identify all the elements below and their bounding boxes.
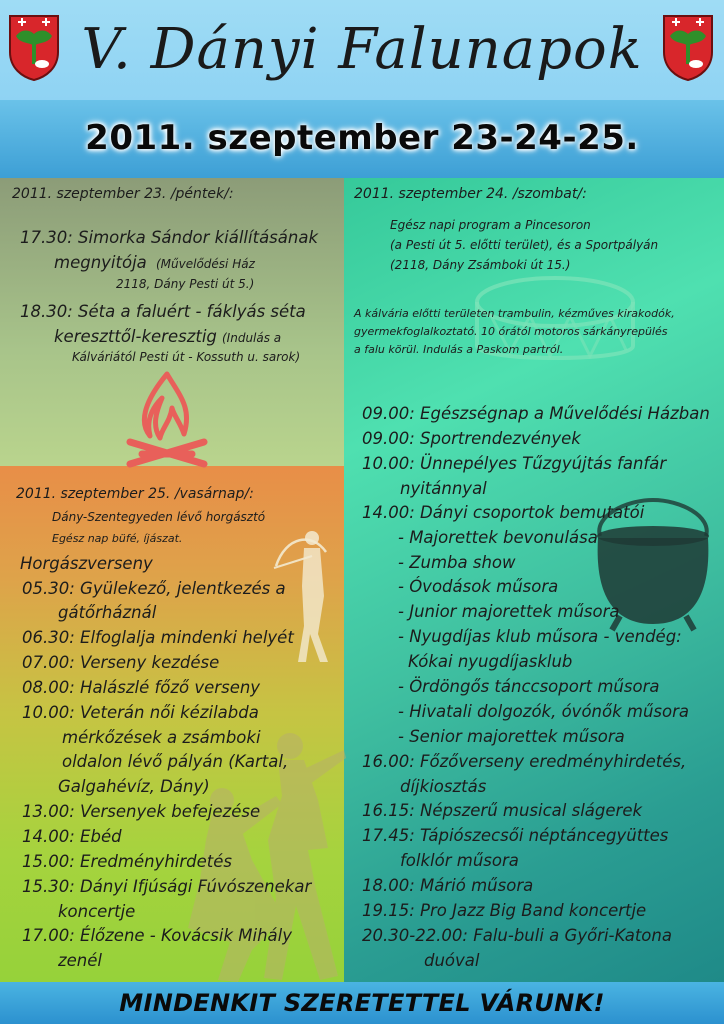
saturday-program-line: - Zumba show <box>398 553 516 572</box>
saturday-program-line: 09.00: Egészségnap a Művelődési Házban <box>362 404 710 423</box>
sunday-program-line: koncertje <box>58 902 136 921</box>
friday-event-note: (Művelődési Ház <box>156 257 255 271</box>
saturday-intro-line: (2118, Dány Zsámboki út 15.) <box>390 258 571 272</box>
sunday-program-line: 13.00: Versenyek befejezése <box>22 802 261 821</box>
sunday-program-line: Horgászverseny <box>20 554 153 573</box>
sunday-program-line: 07.00: Verseny kezdése <box>22 653 220 672</box>
saturday-program-line: - Ördöngős tánccsoport műsora <box>398 677 660 696</box>
friday-heading: 2011. szeptember 23. /péntek/: <box>12 186 234 202</box>
sunday-program-line: 10.00: Veterán női kézilabda <box>22 703 259 722</box>
page-title: V. Dányi Falunapok <box>81 17 643 82</box>
saturday-program-line: nyitánnyal <box>400 479 487 498</box>
saturday-program-line: 09.00: Sportrendezvények <box>362 429 581 448</box>
sunday-program-line: Galgahévíz, Dány) <box>58 777 210 796</box>
sunday-program-line: 17.00: Élőzene - Kovácsik Mihály <box>22 926 293 945</box>
sunday-intro-line: Egész nap büfé, íjászat. <box>52 532 183 545</box>
saturday-intro-line: Egész napi program a Pincesoron <box>390 218 591 232</box>
friday-event-line: megnyitója <box>54 253 147 272</box>
sunday-program-line: 06.30: Elfoglalja mindenki helyét <box>22 628 294 647</box>
saturday-heading: 2011. szeptember 24. /szombat/: <box>354 186 587 202</box>
sunday-program-line: oldalon lévő pályán (Kartal, <box>62 752 289 771</box>
sunday-program-line: 08.00: Halászlé főző verseny <box>22 678 261 697</box>
friday-event-note: 2118, Dány Pesti út 5.) <box>116 277 255 291</box>
coat-of-arms-icon-left <box>8 14 60 82</box>
sunday-program-line: gátőrháznál <box>58 603 157 622</box>
saturday-program-line: folklór műsora <box>400 851 519 870</box>
saturday-program-line: - Senior majorettek műsora <box>398 727 625 746</box>
saturday-program-line: díjkiosztás <box>400 777 487 796</box>
friday-event-note: (Indulás a <box>222 331 282 345</box>
saturday-program-line: - Majorettek bevonulása <box>398 528 598 547</box>
saturday-program-line: 10.00: Ünnepélyes Tűzgyújtás fanfár <box>362 454 667 473</box>
sunday-program-line: 15.00: Eredményhirdetés <box>22 852 232 871</box>
saturday-program-line: 18.00: Márió műsora <box>362 876 534 895</box>
saturday-program-line: - Junior majorettek műsora <box>398 602 620 621</box>
sunday-heading: 2011. szeptember 25. /vasárnap/: <box>16 486 254 502</box>
saturday-program-line: 19.15: Pro Jazz Big Band koncertje <box>362 901 647 920</box>
saturday-program-line: 16.15: Népszerű musical slágerek <box>362 801 643 820</box>
saturday-program-line: - Óvodások műsora <box>398 577 559 596</box>
saturday-program-line: 16.00: Főzőverseny eredményhirdetés, <box>362 752 687 771</box>
saturday-program-line: - Nyugdíjas klub műsora - vendég: <box>398 627 682 646</box>
saturday-program-line: 14.00: Dányi csoportok bemutatói <box>362 503 645 522</box>
coat-of-arms-icon-right <box>662 14 714 82</box>
saturday-program-line: 20.30-22.00: Falu-buli a Győri-Katona <box>362 926 672 945</box>
saturday-program-line: Kókai nyugdíjasklub <box>408 652 573 671</box>
saturday-program-line: duóval <box>424 951 480 970</box>
sunday-program-line: 05.30: Gyülekező, jelentkezés a <box>22 579 286 598</box>
sunday-program-line: 14.00: Ebéd <box>22 827 122 846</box>
saturday-note-line: A kálvária előtti területen trambulin, kézműves kirakodók, <box>354 307 675 320</box>
sunday-program-line: mérkőzések a zsámboki <box>62 728 261 747</box>
friday-event-line: 18.30: Séta a faluért - fáklyás séta <box>20 302 306 321</box>
footer-slogan: MINDENKIT SZERETETTEL VÁRUNK! <box>119 989 605 1017</box>
saturday-note-line: a falu körül. Indulás a Paskom partról. <box>354 343 564 356</box>
event-date-heading: 2011. szeptember 23-24-25. <box>85 118 639 158</box>
friday-event-note: Kálváriától Pesti út - Kossuth u. sarok) <box>72 350 301 364</box>
bonfire-icon <box>122 368 212 468</box>
sunday-program-line: 15.30: Dányi Ifjúsági Fúvószenekar <box>22 877 312 896</box>
saturday-program-line: - Hivatali dolgozók, óvónők műsora <box>398 702 690 721</box>
saturday-note-line: gyermekfoglalkoztató. 10 órától motoros sárkányrepülés <box>354 325 668 338</box>
friday-event-line: 17.30: Simorka Sándor kiállításának <box>20 228 319 247</box>
friday-event-line: kereszttől-keresztig <box>54 327 217 346</box>
saturday-program-line: 17.45: Tápiószecsői néptáncegyüttes <box>362 826 669 845</box>
sunday-program-line: zenél <box>58 951 103 970</box>
sunday-intro-line: Dány-Szentegyeden lévő horgásztó <box>52 510 266 524</box>
saturday-intro-line: (a Pesti út 5. előtti terület), és a Sportpályán <box>390 238 659 252</box>
